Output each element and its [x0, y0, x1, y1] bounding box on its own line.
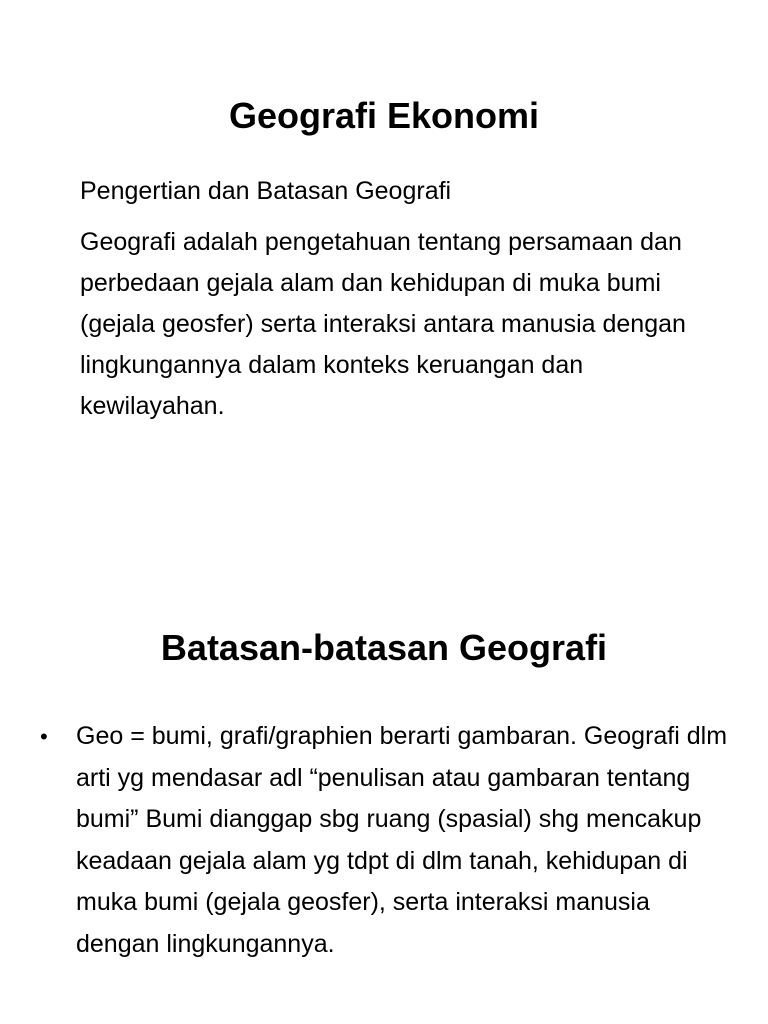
slide-subtitle: Pengertian dan Batasan Geografi — [80, 177, 452, 205]
bullet-dot-icon: • — [40, 724, 48, 749]
bullet-text: Geo = bumi, grafi/graphien berarti gambaran. Geografi dlm arti yg mendasar adl “penulisan atau gambaran tentang bumi” Bumi dianggap sbg ruang (spasial) shg mencakup keadaan gejala alam yg tdpt di dlm tanah, kehidupan di muka bumi (gejala geosfer), serta interaksi manusia dengan lingkungannya. — [76, 722, 728, 958]
bullet-list — [38, 716, 738, 965]
definition-paragraph: Geografi adalah pengetahuan tentang persamaan dan perbedaan gejala alam dan kehidupan di muka bumi (gejala geosfer) serta interaksi antara manusia dengan lingkungannya dalam konteks keruangan dan kewilayahan. — [80, 228, 686, 420]
slide-batasan-geografi — [0, 512, 768, 1024]
slide-title: Batasan-batasan Geografi — [160, 627, 608, 668]
bullet-item — [38, 716, 738, 965]
slide-title: Geografi Ekonomi — [228, 95, 540, 136]
